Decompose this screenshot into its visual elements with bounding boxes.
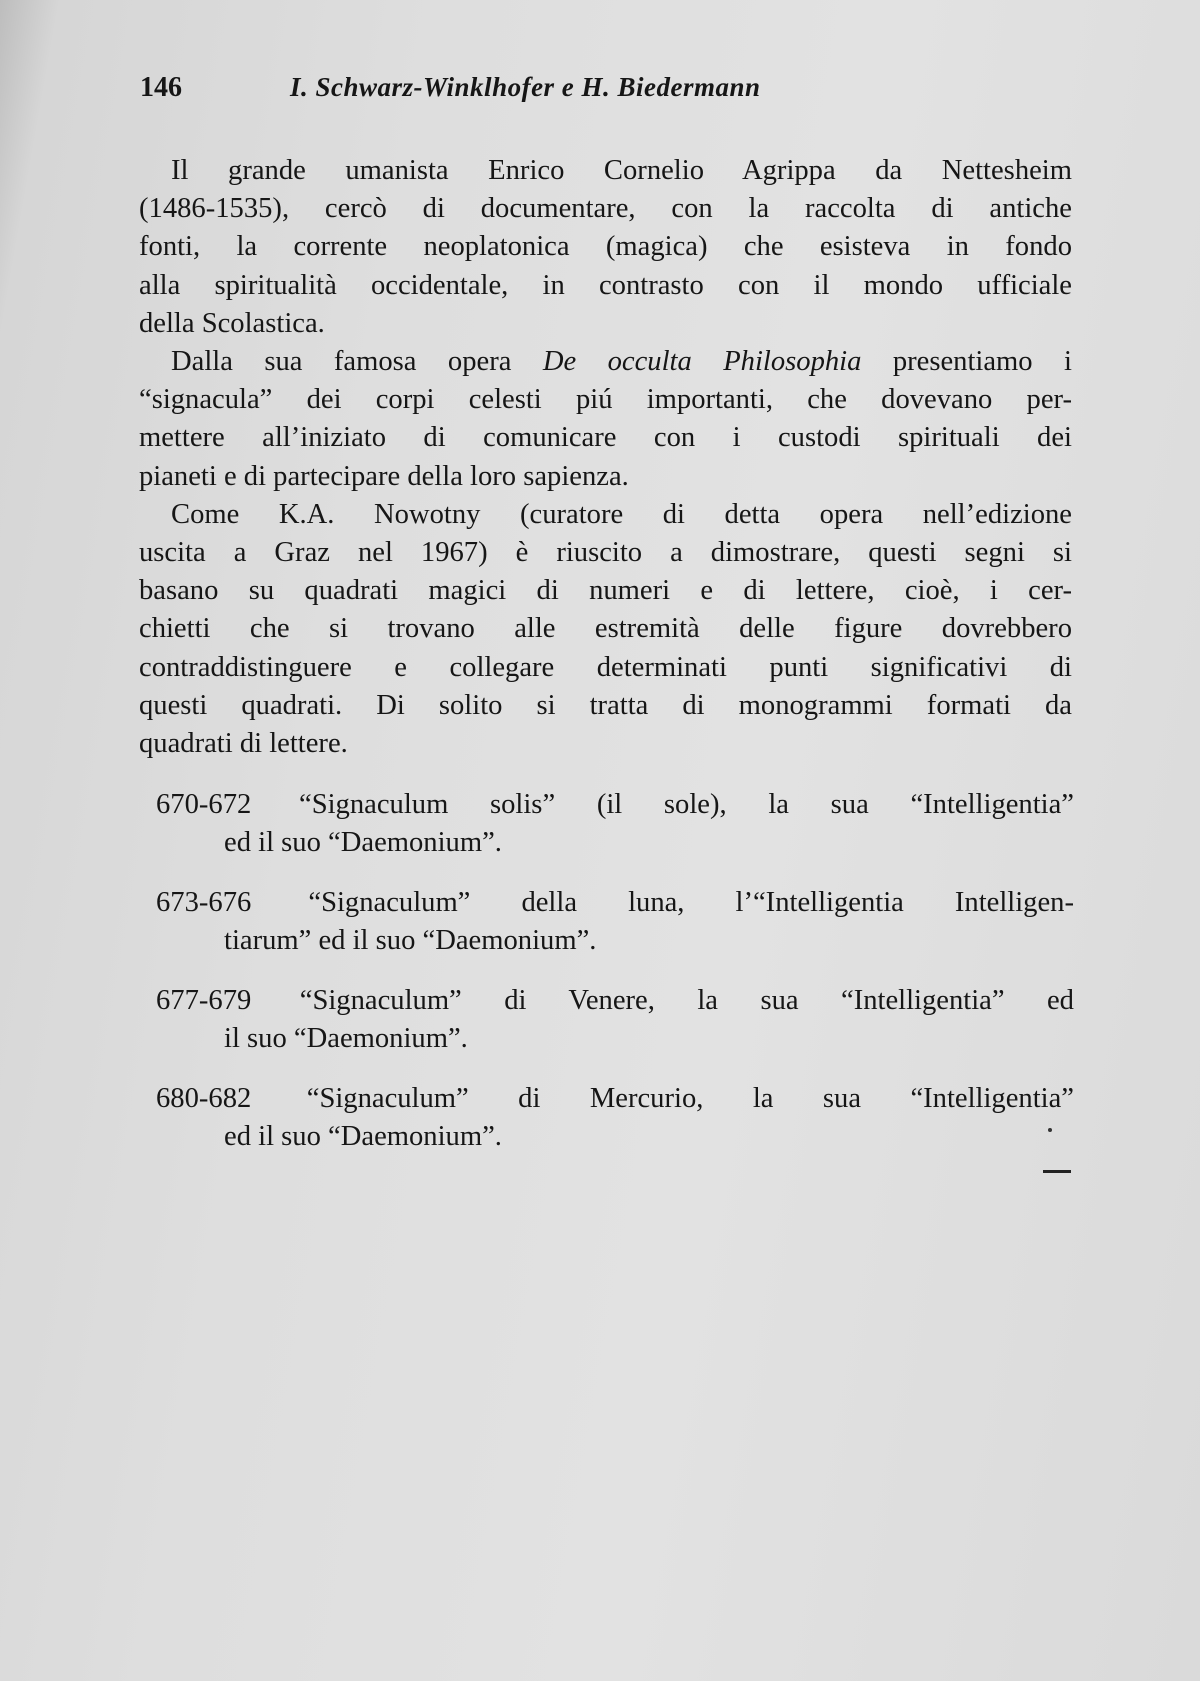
- book-title: De occulta Philosophia: [542, 346, 862, 378]
- paragraph-nowotny: [139, 496, 1072, 763]
- entry-line: [156, 786, 1074, 824]
- text-line: mettere all’iniziato di comunicare con i custodi spirituali dei: [139, 422, 1072, 454]
- text-line: chietti che si trovano alle estremità delle figure dovrebbero: [139, 613, 1072, 645]
- figure-entry: [156, 1080, 1074, 1156]
- text-line: Il grande umanista Enrico Cornelio Agrippa da Nettesheim: [171, 155, 1072, 186]
- entry-text: “Signaculum solis” (il sole), la sua “Intelligentia”: [299, 789, 1074, 820]
- text-run: presentiamo i: [861, 346, 1072, 378]
- text-line: fonti, la corrente neoplatonica (magica) che esisteva in fondo: [139, 231, 1072, 263]
- text-line: [139, 343, 1072, 381]
- page-header: [140, 72, 900, 112]
- ink-speck: [1048, 1128, 1052, 1132]
- entry-continuation: il suo “Daemonium”.: [224, 1023, 468, 1054]
- figure-list: [156, 786, 1074, 1178]
- text-line: (1486-1535), cercò di documentare, con la raccolta di antiche: [139, 193, 1072, 225]
- figure-entry: [156, 982, 1074, 1058]
- page-number: 146: [140, 72, 182, 103]
- text-line: questi quadrati. Di solito si tratta di monogrammi formati da: [139, 689, 1072, 721]
- text-line: contraddistinguere e collegare determinati punti significativi di: [139, 651, 1072, 683]
- figure-entry: [156, 884, 1074, 960]
- running-head: I. Schwarz-Winklhofer e H. Biedermann: [290, 72, 761, 102]
- body-text: [139, 152, 1072, 763]
- text-run: Dalla sua famosa opera: [171, 346, 543, 378]
- entry-text: “Signaculum” di Venere, la sua “Intelligentia” ed: [299, 985, 1074, 1016]
- figure-number: 673-676: [156, 887, 252, 918]
- text-line: Come K.A. Nowotny (curatore di detta opera nell’edizione: [171, 498, 1072, 530]
- figure-number: 670-672: [156, 789, 252, 820]
- entry-continuation: ed il suo “Daemonium”.: [224, 1121, 502, 1152]
- entry-line: [156, 982, 1074, 1020]
- figure-entry: [156, 786, 1074, 862]
- text-line: basano su quadrati magici di numeri e di lettere, cioè, i cer-: [139, 575, 1072, 607]
- entry-continuation: tiarum” ed il suo “Daemonium”.: [224, 925, 597, 956]
- text-line: “signacula” dei corpi celesti piú importanti, che dovevano per-: [139, 384, 1072, 416]
- text-line: uscita a Graz nel 1967) è riuscito a dimostrare, questi segni si: [139, 537, 1072, 569]
- entry-continuation: ed il suo “Daemonium”.: [224, 827, 502, 858]
- entry-line: [156, 1080, 1074, 1118]
- paragraph-occulta: [139, 343, 1072, 496]
- entry-text: “Signaculum” della luna, l’“Intelligentia Intelligen-: [308, 887, 1074, 918]
- entry-text: “Signaculum” di Mercurio, la sua “Intelligentia”: [306, 1083, 1074, 1114]
- figure-number: 677-679: [156, 985, 252, 1016]
- dash-mark: [1043, 1170, 1071, 1173]
- text-line: della Scolastica.: [139, 307, 325, 339]
- text-line: pianeti e di partecipare della loro sapienza.: [139, 460, 629, 492]
- text-line: alla spiritualità occidentale, in contrasto con il mondo ufficiale: [139, 269, 1072, 301]
- entry-line: [156, 884, 1074, 922]
- figure-number: 680-682: [156, 1083, 252, 1114]
- paragraph-agrippa: [139, 152, 1072, 343]
- text-line: quadrati di lettere.: [139, 728, 348, 760]
